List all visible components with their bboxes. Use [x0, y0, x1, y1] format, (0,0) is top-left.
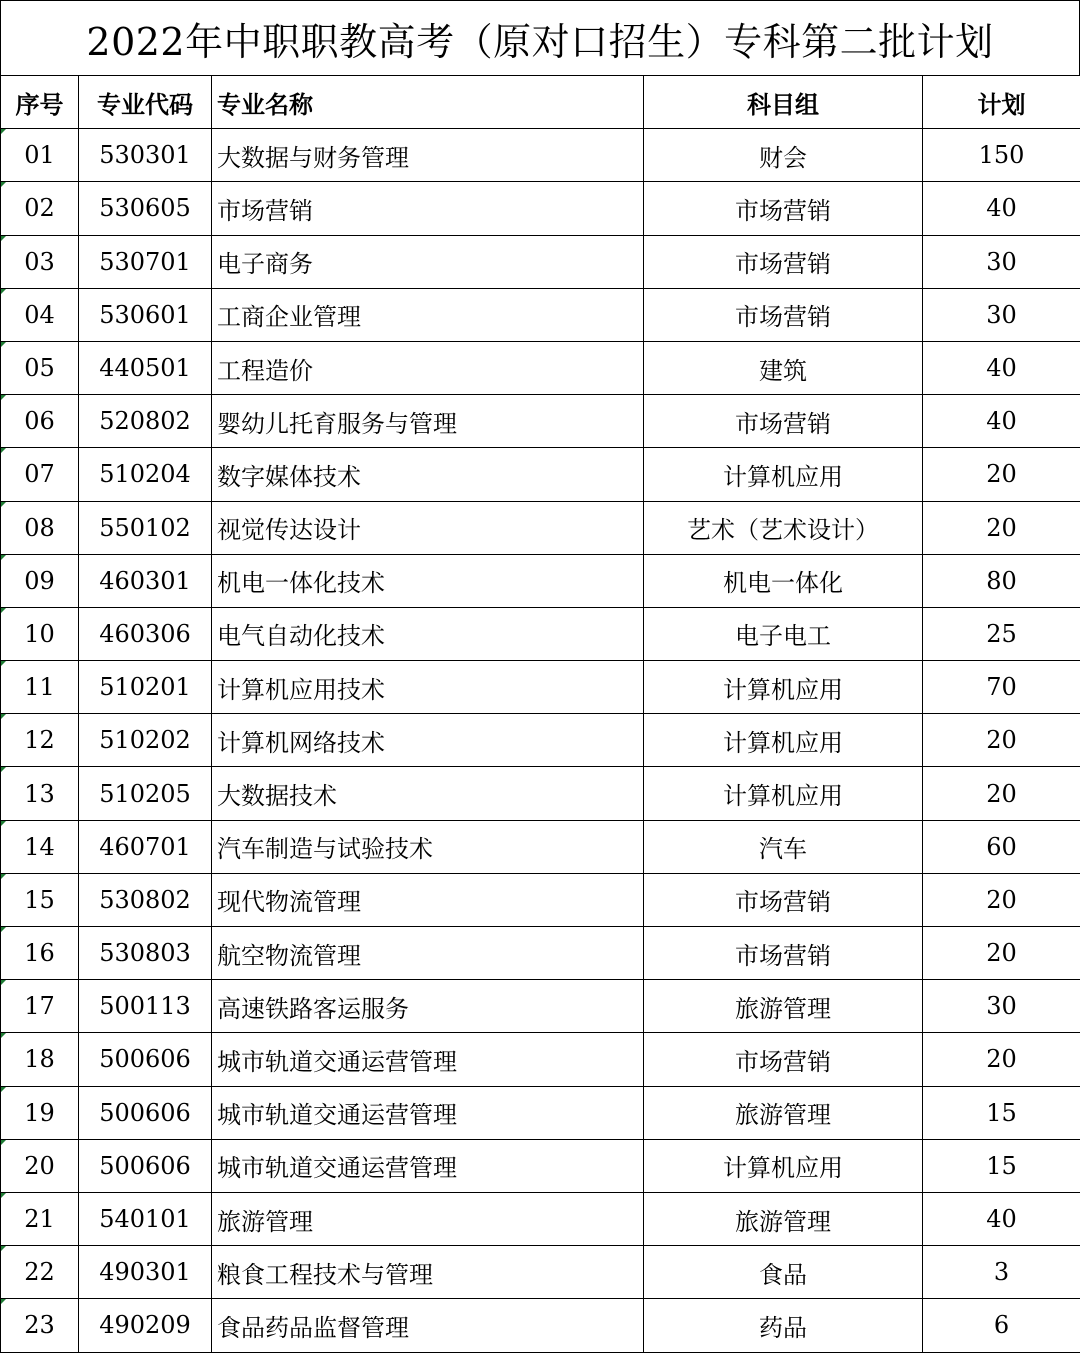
plan-table: [0, 75, 1080, 1353]
row-plan-cell[interactable]: 70: [923, 661, 1080, 714]
row-name-cell[interactable]: 航空物流管理: [212, 927, 644, 980]
row-code-cell[interactable]: 530601: [79, 288, 212, 341]
row-plan-cell[interactable]: 15: [923, 1139, 1080, 1192]
header-plan: 计划: [923, 76, 1080, 129]
row-group-cell[interactable]: 旅游管理: [644, 1086, 923, 1139]
row-group-cell[interactable]: 市场营销: [644, 1033, 923, 1086]
row-name-cell[interactable]: 计算机应用技术: [212, 661, 644, 714]
table-row: [1, 767, 1080, 820]
row-index-cell[interactable]: 04: [1, 288, 79, 341]
table-row: [1, 980, 1080, 1033]
row-code-cell[interactable]: 540101: [79, 1192, 212, 1245]
row-group-cell[interactable]: 市场营销: [644, 873, 923, 926]
table-row: [1, 873, 1080, 926]
row-group-cell[interactable]: 市场营销: [644, 927, 923, 980]
row-name-cell[interactable]: 工程造价: [212, 341, 644, 394]
row-group-cell[interactable]: 市场营销: [644, 235, 923, 288]
row-name-cell[interactable]: 婴幼儿托育服务与管理: [212, 395, 644, 448]
table-row: [1, 1033, 1080, 1086]
row-plan-cell[interactable]: 40: [923, 182, 1080, 235]
table-row: [1, 129, 1080, 182]
row-plan-cell[interactable]: 20: [923, 501, 1080, 554]
row-index-cell[interactable]: 20: [1, 1139, 79, 1192]
row-plan-cell[interactable]: 30: [923, 235, 1080, 288]
row-group-cell[interactable]: 旅游管理: [644, 1192, 923, 1245]
row-index-cell[interactable]: 03: [1, 235, 79, 288]
header-name: 专业名称: [212, 76, 644, 129]
table-row: [1, 661, 1080, 714]
header-group: 科目组: [644, 76, 923, 129]
row-plan-cell[interactable]: 6: [923, 1299, 1080, 1352]
row-name-cell[interactable]: 大数据技术: [212, 767, 644, 820]
row-name-cell[interactable]: 现代物流管理: [212, 873, 644, 926]
table-row: [1, 501, 1080, 554]
row-code-cell[interactable]: 510201: [79, 661, 212, 714]
row-plan-cell[interactable]: 150: [923, 129, 1080, 182]
row-group-cell[interactable]: 药品: [644, 1299, 923, 1352]
row-name-cell[interactable]: 旅游管理: [212, 1192, 644, 1245]
row-name-cell[interactable]: 大数据与财务管理: [212, 129, 644, 182]
row-name-cell[interactable]: 城市轨道交通运营管理: [212, 1086, 644, 1139]
row-name-cell[interactable]: 市场营销: [212, 182, 644, 235]
row-code-cell[interactable]: 490301: [79, 1246, 212, 1299]
row-name-cell[interactable]: 机电一体化技术: [212, 554, 644, 607]
table-row: [1, 1192, 1080, 1245]
row-name-cell[interactable]: 粮食工程技术与管理: [212, 1246, 644, 1299]
table-row: [1, 820, 1080, 873]
row-group-cell[interactable]: 计算机应用: [644, 714, 923, 767]
row-code-cell[interactable]: 460701: [79, 820, 212, 873]
table-row: [1, 927, 1080, 980]
row-code-cell[interactable]: 510202: [79, 714, 212, 767]
table-row: [1, 288, 1080, 341]
row-code-cell[interactable]: 500113: [79, 980, 212, 1033]
row-group-cell[interactable]: 市场营销: [644, 395, 923, 448]
row-code-cell[interactable]: 530803: [79, 927, 212, 980]
row-plan-cell[interactable]: 30: [923, 980, 1080, 1033]
table-row: [1, 554, 1080, 607]
row-plan-cell[interactable]: 40: [923, 395, 1080, 448]
row-index-cell[interactable]: 06: [1, 395, 79, 448]
row-code-cell[interactable]: 440501: [79, 341, 212, 394]
row-index-cell[interactable]: 23: [1, 1299, 79, 1352]
row-name-cell[interactable]: 计算机网络技术: [212, 714, 644, 767]
row-index-cell[interactable]: 19: [1, 1086, 79, 1139]
row-name-cell[interactable]: 视觉传达设计: [212, 501, 644, 554]
row-plan-cell[interactable]: 20: [923, 873, 1080, 926]
row-index-cell[interactable]: 10: [1, 607, 79, 660]
row-plan-cell[interactable]: 80: [923, 554, 1080, 607]
row-index-cell[interactable]: 22: [1, 1246, 79, 1299]
header-index: 序号: [1, 76, 79, 129]
row-code-cell[interactable]: 530802: [79, 873, 212, 926]
row-index-cell[interactable]: 07: [1, 448, 79, 501]
row-group-cell[interactable]: 建筑: [644, 341, 923, 394]
row-name-cell[interactable]: 工商企业管理: [212, 288, 644, 341]
row-code-cell[interactable]: 500606: [79, 1033, 212, 1086]
table-row: [1, 607, 1080, 660]
row-index-cell[interactable]: 17: [1, 980, 79, 1033]
row-group-cell[interactable]: 食品: [644, 1246, 923, 1299]
row-group-cell[interactable]: 汽车: [644, 820, 923, 873]
row-code-cell[interactable]: 490209: [79, 1299, 212, 1352]
table-row: [1, 714, 1080, 767]
row-index-cell[interactable]: 08: [1, 501, 79, 554]
row-code-cell[interactable]: 520802: [79, 395, 212, 448]
row-index-cell[interactable]: 14: [1, 820, 79, 873]
row-index-cell[interactable]: 05: [1, 341, 79, 394]
row-group-cell[interactable]: 机电一体化: [644, 554, 923, 607]
row-code-cell[interactable]: 510204: [79, 448, 212, 501]
row-name-cell[interactable]: 高速铁路客运服务: [212, 980, 644, 1033]
row-group-cell[interactable]: 市场营销: [644, 288, 923, 341]
table-row: [1, 395, 1080, 448]
row-name-cell[interactable]: 食品药品监督管理: [212, 1299, 644, 1352]
table-body: [1, 129, 1080, 1352]
row-plan-cell[interactable]: 20: [923, 714, 1080, 767]
row-group-cell[interactable]: 计算机应用: [644, 767, 923, 820]
table-row: [1, 341, 1080, 394]
row-code-cell[interactable]: 530605: [79, 182, 212, 235]
row-code-cell[interactable]: 550102: [79, 501, 212, 554]
row-plan-cell[interactable]: 3: [923, 1246, 1080, 1299]
row-plan-cell[interactable]: 30: [923, 288, 1080, 341]
row-plan-cell[interactable]: 15: [923, 1086, 1080, 1139]
row-index-cell[interactable]: 09: [1, 554, 79, 607]
table-row: [1, 1246, 1080, 1299]
row-code-cell[interactable]: 460301: [79, 554, 212, 607]
row-group-cell[interactable]: 计算机应用: [644, 448, 923, 501]
row-code-cell[interactable]: 510205: [79, 767, 212, 820]
row-code-cell[interactable]: 530301: [79, 129, 212, 182]
row-name-cell[interactable]: 数字媒体技术: [212, 448, 644, 501]
row-name-cell[interactable]: 城市轨道交通运营管理: [212, 1139, 644, 1192]
row-group-cell[interactable]: 财会: [644, 129, 923, 182]
row-index-cell[interactable]: 15: [1, 873, 79, 926]
table-row: [1, 448, 1080, 501]
row-group-cell[interactable]: 计算机应用: [644, 1139, 923, 1192]
row-index-cell[interactable]: 13: [1, 767, 79, 820]
table-row: [1, 1086, 1080, 1139]
row-name-cell[interactable]: 城市轨道交通运营管理: [212, 1033, 644, 1086]
row-plan-cell[interactable]: 20: [923, 927, 1080, 980]
table-row: [1, 182, 1080, 235]
row-group-cell[interactable]: 计算机应用: [644, 661, 923, 714]
row-index-cell[interactable]: 21: [1, 1192, 79, 1245]
row-plan-cell[interactable]: 40: [923, 1192, 1080, 1245]
row-name-cell[interactable]: 汽车制造与试验技术: [212, 820, 644, 873]
table-row: [1, 1299, 1080, 1352]
row-group-cell[interactable]: 市场营销: [644, 182, 923, 235]
row-name-cell[interactable]: 电子商务: [212, 235, 644, 288]
row-code-cell[interactable]: 530701: [79, 235, 212, 288]
row-plan-cell[interactable]: 60: [923, 820, 1080, 873]
row-plan-cell[interactable]: 20: [923, 448, 1080, 501]
header-code: 专业代码: [79, 76, 212, 129]
row-code-cell[interactable]: 500606: [79, 1086, 212, 1139]
page-title: 2022年中职职教高考（原对口招生）专科第二批计划: [0, 0, 1080, 75]
row-index-cell[interactable]: 12: [1, 714, 79, 767]
header-row: [1, 76, 1080, 129]
row-index-cell[interactable]: 02: [1, 182, 79, 235]
table-row: [1, 1139, 1080, 1192]
row-index-cell[interactable]: 01: [1, 129, 79, 182]
row-index-cell[interactable]: 18: [1, 1033, 79, 1086]
row-code-cell[interactable]: 500606: [79, 1139, 212, 1192]
row-plan-cell[interactable]: 40: [923, 341, 1080, 394]
row-index-cell[interactable]: 11: [1, 661, 79, 714]
table-row: [1, 235, 1080, 288]
row-plan-cell[interactable]: 25: [923, 607, 1080, 660]
row-code-cell[interactable]: 460306: [79, 607, 212, 660]
row-plan-cell[interactable]: 20: [923, 1033, 1080, 1086]
row-index-cell[interactable]: 16: [1, 927, 79, 980]
row-name-cell[interactable]: 电气自动化技术: [212, 607, 644, 660]
row-plan-cell[interactable]: 20: [923, 767, 1080, 820]
row-group-cell[interactable]: 电子电工: [644, 607, 923, 660]
row-group-cell[interactable]: 艺术（艺术设计）: [644, 501, 923, 554]
row-group-cell[interactable]: 旅游管理: [644, 980, 923, 1033]
